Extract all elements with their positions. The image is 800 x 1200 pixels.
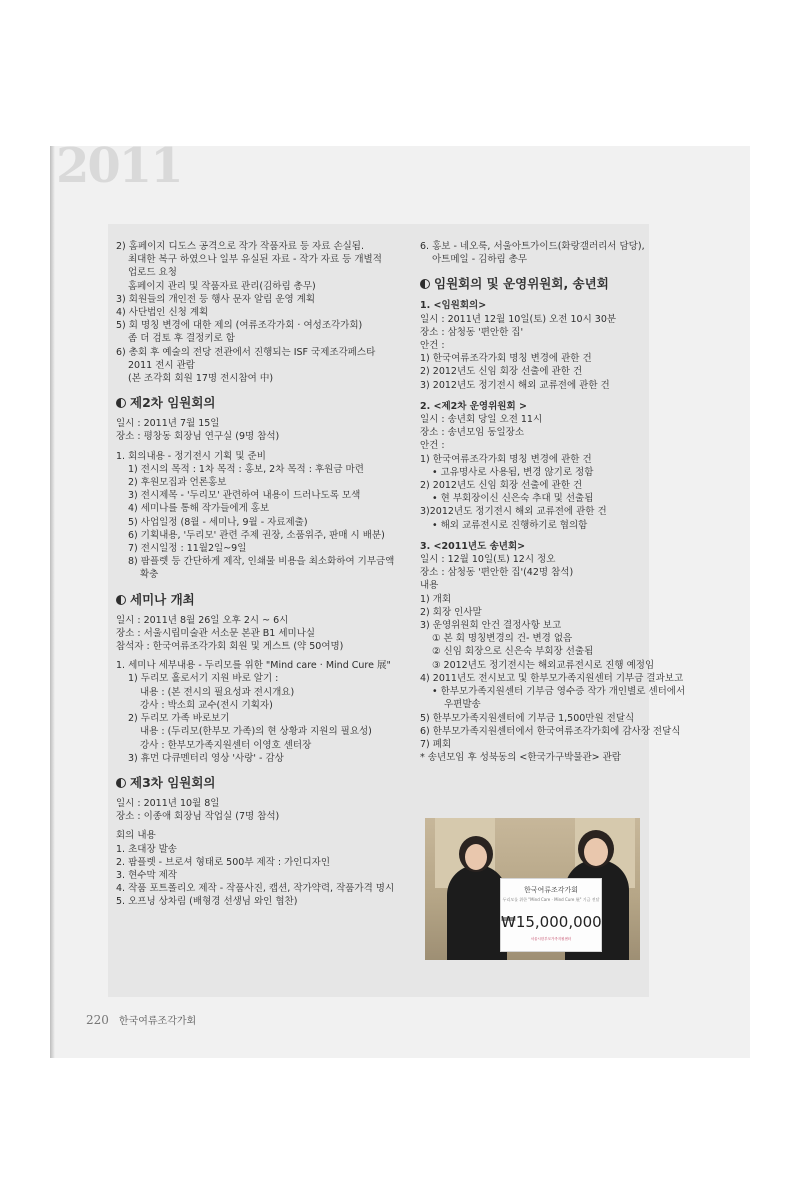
text-line: 일시 : 2011년 7월 15일	[116, 418, 220, 430]
text-line: ① 본 회 명칭변경의 건- 변경 없음	[432, 633, 573, 645]
text-line: 홈페이지 관리 및 작품자료 관리(김하림 총무)	[128, 280, 316, 292]
half-circle-bullet-icon	[116, 595, 126, 605]
text-line: 아트메일 - 김하림 총무	[432, 254, 528, 266]
text-line: • 한부모가족지원센터 기부금 영수증 작가 개인별로 센터에서	[432, 686, 686, 698]
text-line: 6) 기획내용, '두리모' 관련 주제 권장, 소품위주, 판매 시 배분)	[128, 529, 385, 541]
subsection-body	[420, 313, 645, 392]
text-line: 2011 전시 관람	[128, 359, 195, 371]
board-amount: ₩15,000,000	[501, 913, 602, 931]
text-line: * 송년모임 후 성북동의 <한국가구박물관> 관람	[420, 752, 621, 764]
subsection-body	[420, 413, 645, 532]
donation-board	[500, 878, 602, 952]
text-line: 2. 팜플렛 - 브로셔 형태로 500부 제작 : 가인디자인	[116, 856, 330, 868]
text-line: 안건 :	[420, 440, 445, 452]
text-line: 2) 회장 인사말	[420, 606, 482, 618]
text-line: 장소 : 삼청동 '편안한 집'	[420, 326, 524, 338]
section-title: 제3차 임원회의	[130, 774, 216, 790]
text-line: (본 조각회 회원 17명 전시참여 中)	[128, 373, 274, 385]
section-title: 제2차 임원회의	[130, 395, 216, 411]
text-line: 1) 전시의 목적 : 1차 목적 : 홍보, 2차 목적 : 후원금 마련	[128, 463, 364, 475]
text-line: 장소 : 이종애 회장님 작업실 (7명 참석)	[116, 811, 280, 823]
text-line: 좀 더 검토 후 결정키로 함	[128, 333, 235, 345]
section-heading	[116, 395, 406, 410]
text-line: 5. 오프닝 상차림 (배형경 선생님 와인 협찬)	[116, 896, 298, 908]
section-heading	[116, 592, 406, 607]
section-title: 임원회의 및 운영위원회, 송년회	[434, 276, 609, 292]
section-heading	[420, 276, 645, 291]
text-line: 1. 초대장 발송	[116, 843, 177, 855]
board-footer: 서울시한부모가족지원센터	[530, 937, 572, 941]
text-line: 강사 : 박소희 교수(전시 기획자)	[140, 699, 273, 711]
subsection-title: 2. <제2차 운영위원회 >	[420, 400, 527, 412]
text-line: 강사 : 한부모가족지원센터 이영호 센터장	[140, 739, 312, 751]
text-line: 일시 : 2011년 8월 26일 오후 2시 ~ 6시	[116, 614, 289, 626]
text-line: 안건 :	[420, 340, 445, 352]
text-line: 회의 내용	[116, 830, 156, 842]
text-line: • 고유명사로 사용됨, 변경 않기로 정함	[432, 466, 594, 478]
text-line: 일시 : 송년회 당일 오전 11시	[420, 414, 543, 426]
text-line: 6) 한부모가족지원센터에서 한국여류조각가회에 감사장 전달식	[420, 725, 681, 737]
board-title: 한국여류조각가회	[523, 886, 579, 894]
left-intro-list	[116, 240, 406, 385]
text-line: • 해외 교류전시로 진행하기로 협의함	[432, 519, 588, 531]
text-line: 장소 : 서울시립미술관 서소문 본관 B1 세미나실	[116, 627, 316, 639]
text-line: 5) 사업일정 (8월 - 세미나, 9월 - 자료제출)	[128, 516, 308, 528]
person-left	[447, 865, 507, 960]
text-line: 1) 개회	[420, 593, 452, 605]
section-meta	[116, 614, 406, 654]
text-line: ③ 2012년도 정기전시는 해외교류전시로 진행 예정임	[432, 659, 655, 671]
right-intro-list	[420, 240, 645, 266]
donation-photo	[425, 818, 640, 960]
text-line: ② 신임 회장으로 신은숙 부회장 선출됨	[432, 646, 594, 658]
text-line: 장소 : 삼청동 '편안한 집'(42명 참석)	[420, 567, 574, 579]
text-line: 4) 사단법인 신청 계획	[116, 307, 209, 319]
half-circle-bullet-icon	[116, 778, 126, 788]
text-line: 내용	[420, 580, 439, 592]
text-line: 5) 한부모가족지원센터에 기부금 1,500만원 전달식	[420, 712, 635, 724]
text-line: 참석자 : 한국여류조각가회 회원 및 게스트 (약 50여명)	[116, 641, 344, 653]
text-line: 최대한 복구 하였으나 일부 유실된 자료 - 작가 자료 등 개별적	[128, 254, 382, 266]
text-line: 1) 한국여류조각가회 명칭 변경에 관한 건	[420, 453, 592, 465]
text-line: 3) 회원들의 개인전 등 행사 문자 알림 운영 계획	[116, 293, 316, 305]
text-line: 일시 : 12월 10일(토) 12시 정오	[420, 554, 556, 566]
text-line: 2) 2012년도 신임 회장 선출에 관한 건	[420, 480, 583, 492]
text-line: 4. 작품 포트폴리오 제작 - 작품사진, 캡션, 작가약력, 작품가격 명시	[116, 883, 395, 895]
text-line: 일시 : 2011년 12월 10일(토) 오전 10시 30분	[420, 313, 617, 325]
text-line: 7) 전시일정 : 11월2일~9일	[128, 543, 247, 555]
section-meta	[116, 797, 406, 823]
text-line: 4) 2011년도 전시보고 및 한부모가족지원센터 기부금 결과보고	[420, 672, 684, 684]
half-circle-bullet-icon	[116, 398, 126, 408]
text-line: 2) 두리모 가족 바로보기	[128, 713, 230, 725]
year-title: 2011	[56, 138, 182, 194]
section-body	[116, 659, 406, 765]
text-line: 2) 2012년도 신임 회장 선출에 관한 건	[420, 366, 583, 378]
text-line: 1) 두리모 홀로서기 지원 바로 알기 :	[128, 673, 279, 685]
text-line: 3) 휴먼 다큐멘터리 영상 '사랑' - 감상	[128, 752, 284, 764]
text-line: 내용 : (두리모(한부모 가족)의 현 상황과 지원의 필요성)	[140, 726, 372, 738]
text-line: 내용 : (본 전시의 필요성과 전시개요)	[140, 686, 295, 698]
subsection-title: 1. <임원회의>	[420, 300, 487, 312]
section-body	[116, 829, 406, 908]
text-line: 장소 : 송년모임 동일장소	[420, 427, 525, 439]
text-line: 2) 홈페이지 디도스 공격으로 작가 작품자료 등 자료 손실됨.	[116, 241, 365, 252]
text-line: 1. 회의내용 - 정기전시 기획 및 준비	[116, 450, 266, 462]
text-line: • 현 부회장이신 신은숙 추대 및 선출됨	[432, 493, 594, 505]
subsection-title: 3. <2011년도 송년회>	[420, 540, 526, 552]
text-line: 2) 후원모집과 언론홍보	[128, 477, 227, 489]
text-line: 확충	[140, 569, 159, 581]
page-footer	[86, 1012, 196, 1027]
person-right-face	[584, 838, 608, 866]
text-line: 3)2012년도 정기전시 해외 교류전에 관한 건	[420, 506, 607, 518]
section-body	[116, 450, 406, 582]
subsection-body	[420, 553, 686, 764]
text-line: 4) 세미나를 통해 작가들에게 홍보	[128, 503, 270, 515]
section-title: 세미나 개최	[130, 591, 195, 607]
text-line: 장소 : 평창동 회장님 연구실 (9명 참석)	[116, 431, 280, 443]
text-line: 3) 운영위원회 안건 결정사항 보고	[420, 620, 562, 632]
text-line: 3. 현수막 제작	[116, 869, 177, 881]
text-line: 3) 전시제목 - '두리모' 관련하여 내용이 드러나도록 모색	[128, 490, 361, 502]
text-line: 3) 2012년도 정기전시 해외 교류전에 관한 건	[420, 379, 610, 391]
board-subtitle: 두리모를 위한 "Mind Care · Mind Cure 展" 기금 전달	[502, 897, 600, 902]
page-fold-shadow	[50, 146, 55, 1058]
right-column	[420, 240, 686, 764]
half-circle-bullet-icon	[420, 279, 430, 289]
section-meta	[116, 417, 406, 443]
person-left-face	[465, 844, 487, 870]
text-line: 우편발송	[444, 699, 481, 711]
text-line: 8) 팜플렛 등 간단하게 제작, 인쇄물 비용을 최소화하여 기부금액	[128, 556, 395, 568]
text-line: 5) 회 명칭 변경에 대한 제의 (여류조각가회 · 여성조각가회)	[116, 320, 363, 332]
text-line: 1. 세미나 세부내용 - 두리모를 위한 "Mind care · Mind Cure 展"	[116, 660, 391, 672]
text-line: 업로드 요청	[128, 267, 177, 279]
text-line: 일시 : 2011년 10월 8일	[116, 797, 220, 809]
text-line: 1) 한국여류조각가회 명칭 변경에 관한 건	[420, 353, 592, 365]
left-column	[116, 240, 406, 909]
text-line: 7) 폐회	[420, 738, 452, 750]
text-line: 6. 홍보 - 네오룩, 서울아트가이드(화랑갤러리서 담당),	[420, 241, 645, 252]
section-heading	[116, 775, 406, 790]
text-line: 6) 총회 후 예술의 전당 전관에서 진행되는 ISF 국제조각페스타	[116, 346, 376, 358]
footer-org: 한국여류조각가회	[118, 1016, 197, 1027]
page-number: 220	[86, 1013, 109, 1027]
